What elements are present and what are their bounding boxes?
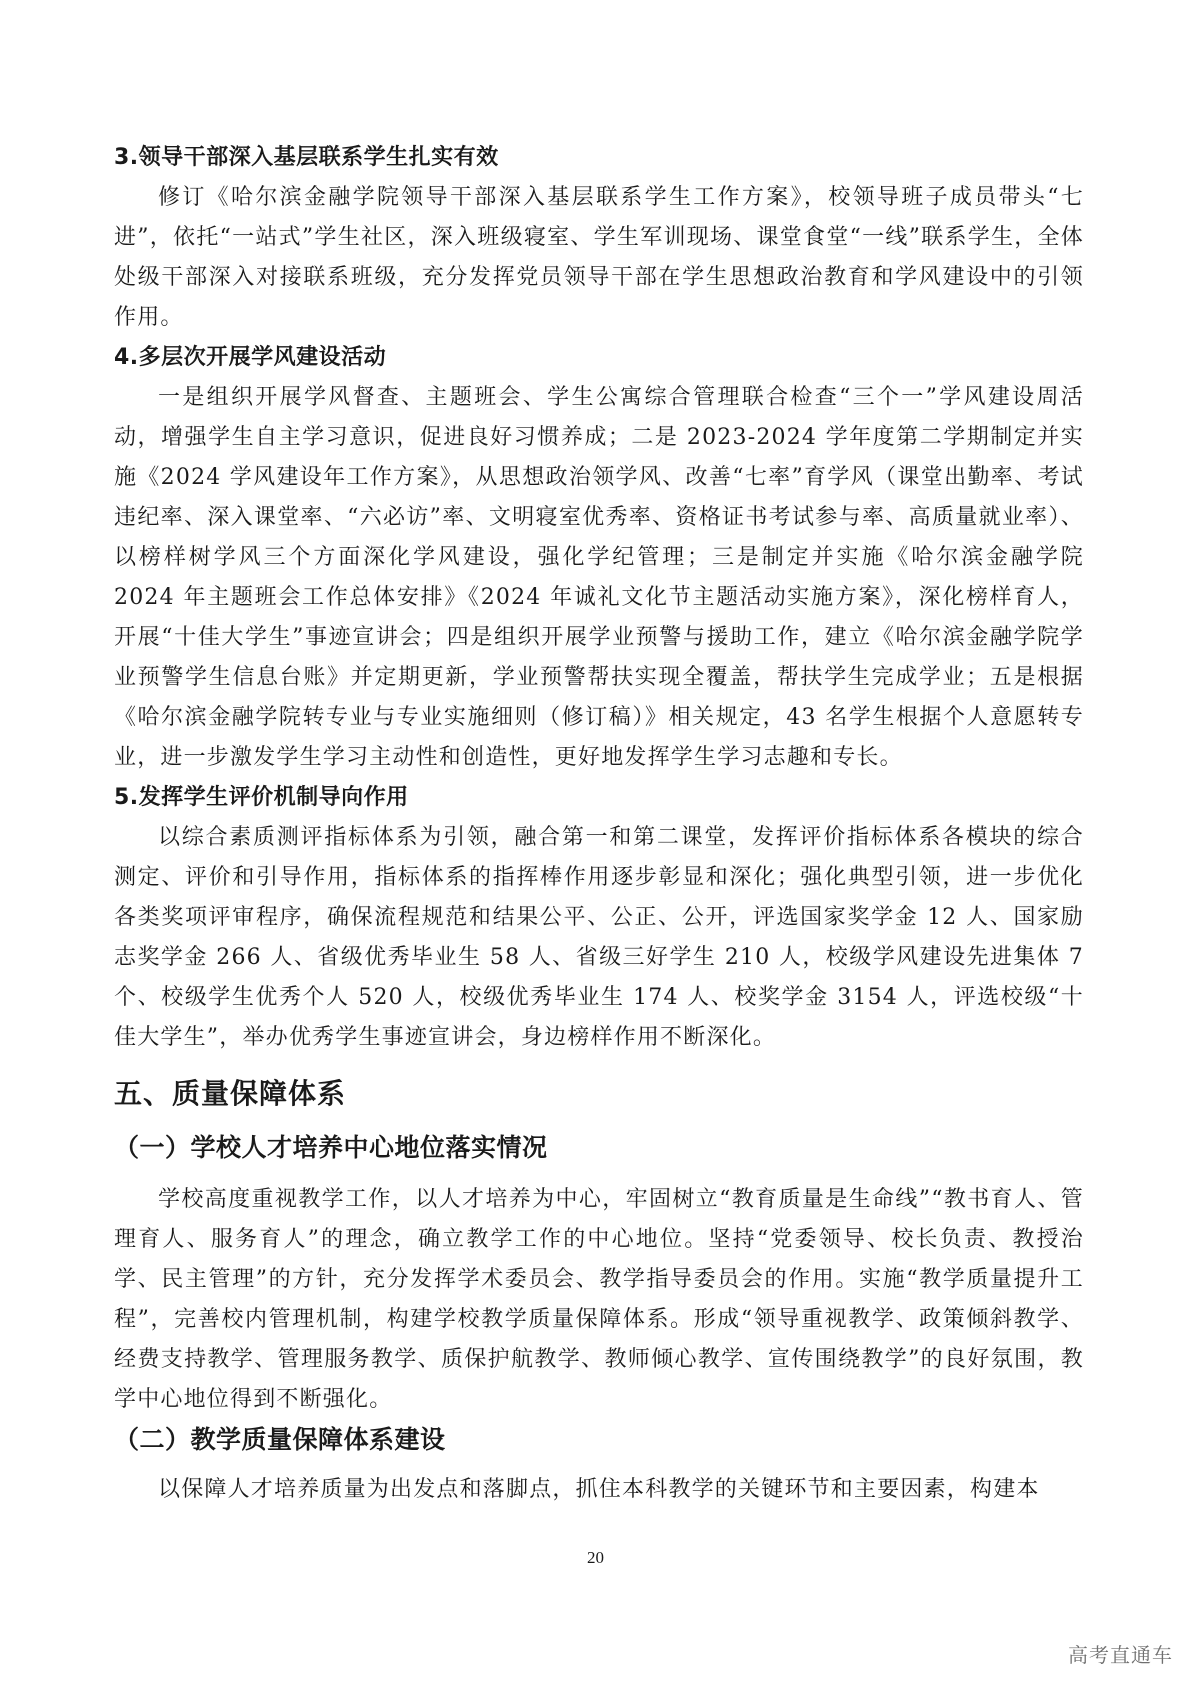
heading-student-evaluation: 5.发挥学生评价机制导向作用	[114, 785, 409, 810]
paragraph-study-activities: 一是组织开展学风督查、主题班会、学生公寓综合管理联合检查“三个一”学风建设周活动，增强学生自主学习意识，促进良好习惯养成；二是 2023-2024 学年度第二学期制定并实施《2024 学风建设年工作方案》，从思想政治领学风、改善“七率”育学风（课堂出勤率、考试违纪率、深入课堂率、“六必访”率、文明寝室优秀率、资格证书考试参与率、高质量就业率）、以榜样树学风三个方面深化学风建设，强化学纪管理；三是制定并实施《哈尔滨金融学院 2024 年主题班会工作总体安排》《2024 年诚礼文化节主题活动实施方案》，深化榜样育人，开展“十佳大学生”事迹宣讲会；四是组织开展学业预警与援助工作，建立《哈尔滨金融学院学业预警学生信息台账》并定期更新，学业预警帮扶实现全覆盖，帮扶学生完成学业；五是根据《哈尔滨金融学院转专业与专业实施细则（修订稿）》相关规定，43 名学生根据个人意愿转专业，进一步激发学生学习主动性和创造性，更好地发挥学生学习志趣和专长。	[114, 385, 1084, 770]
paragraph-student-evaluation: 以综合素质测评指标体系为引领，融合第一和第二课堂，发挥评价指标体系各模块的综合测定、评价和引导作用，指标体系的指挥棒作用逐步彰显和深化；强化典型引领，进一步优化各类奖项评审程序，确保流程规范和结果公平、公正、公开，评选国家奖学金 12 人、国家励志奖学金 266 人、省级优秀毕业生 58 人、省级三好学生 210 人，校级学风建设先进集体 7 个、校级学生优秀个人 520 人，校级优秀毕业生 174 人、校奖学金 3154 人，评选校级“十佳大学生”，举办优秀学生事迹宣讲会，身边榜样作用不断深化。	[114, 825, 1084, 1050]
paragraph-assurance-system: 以保障人才培养质量为出发点和落脚点，抓住本科教学的关键环节和主要因素，构建本	[158, 1477, 1040, 1502]
paragraph-center-status: 学校高度重视教学工作，以人才培养为中心，牢固树立“教育质量是生命线”“教书育人、管理育人、服务育人”的理念，确立教学工作的中心地位。坚持“党委领导、校长负责、教授治学、民主管理”的方针，充分发挥学术委员会、教学指导委员会的作用。实施“教学质量提升工程”，完善校内管理机制，构建学校教学质量保障体系。形成“领导重视教学、政策倾斜教学、经费支持教学、管理服务教学、质保护航教学、教师倾心教学、宣传围绕教学”的良好氛围，教学中心地位得到不断强化。	[114, 1187, 1084, 1412]
watermark-text: 高考直通车	[1068, 1643, 1173, 1667]
heading-study-activities: 4.多层次开展学风建设活动	[114, 345, 387, 370]
document-page	[114, 138, 1084, 1510]
subsection-title-assurance-system: （二）教学质量保障体系建设	[114, 1425, 446, 1454]
subsection-title-center-status: （一）学校人才培养中心地位落实情况	[114, 1133, 548, 1162]
paragraph-leadership-contact: 修订《哈尔滨金融学院领导干部深入基层联系学生工作方案》，校领导班子成员带头“七进”，依托“一站式”学生社区，深入班级寝室、学生军训现场、课堂食堂“一线”联系学生，全体处级干部深入对接联系班级，充分发挥党员领导干部在学生思想政治教育和学风建设中的引领作用。	[114, 185, 1084, 330]
page-number: 20	[587, 1548, 604, 1567]
section-title-quality-assurance: 五、质量保障体系	[114, 1077, 347, 1110]
heading-leadership-contact: 3.领导干部深入基层联系学生扎实有效	[114, 145, 499, 170]
